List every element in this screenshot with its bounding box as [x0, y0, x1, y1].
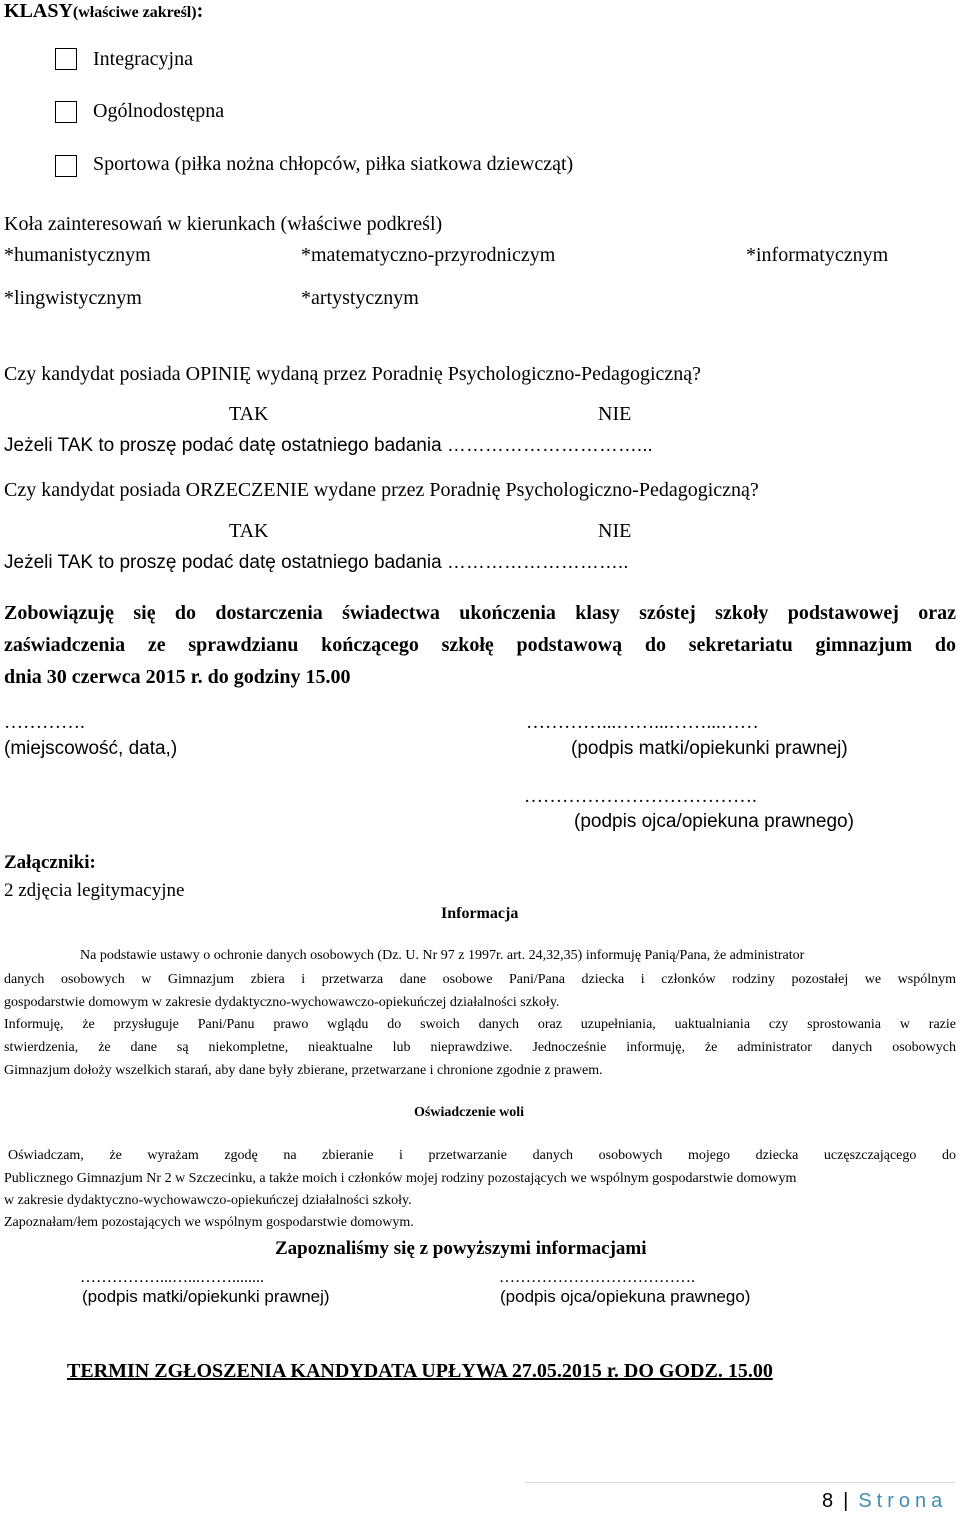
oswiadczenie-line-1-text: Oświadczam, że wyrażam zgodę na zbieranie i przetwarzanie danych osobowych mojego dziecka uczęszczającego do — [8, 1148, 956, 1163]
kola-lingwistycznym[interactable]: *lingwistycznym — [4, 287, 142, 309]
orzeczenie-nie[interactable]: NIE — [598, 520, 632, 542]
kola-matematyczno-przyrodniczym[interactable]: *matematyczno-przyrodniczym — [301, 244, 556, 266]
checkbox-integracyjna[interactable] — [55, 48, 77, 70]
zobowiazanie-line-1: Zobowiązuję się do dostarczenia świadectwa ukończenia klasy szóstej szkoły podstawowej oraz — [4, 602, 956, 624]
zapoznalismy-father-label: (podpis ojca/opiekuna prawnego) — [500, 1287, 751, 1306]
option-sportowa-label: Sportowa (piłka nożna chłopców, piłka siatkowa dziewcząt) — [93, 153, 574, 175]
page-footer — [822, 1490, 947, 1513]
place-date-label: (miejscowość, data,) — [4, 738, 178, 759]
page-word: Strona — [858, 1490, 948, 1512]
informacja-line-6: Gimnazjum dołoży wszelkich starań, aby dane były zbierane, przetwarzane i chronione zgodnie z prawem. — [4, 1063, 603, 1078]
zalaczniki-heading: Załączniki: — [4, 852, 96, 873]
zalaczniki-item: 2 zdjęcia legitymacyjne — [4, 880, 185, 901]
opinia-date-line: Jeżeli TAK to proszę podać datę ostatniego badania …………………………... — [4, 435, 653, 456]
zobowiazanie-line-3: dnia 30 czerwca 2015 r. do godziny 15.00 — [4, 666, 351, 688]
informacja-line-5: stwierdzenia, że dane są niekompletne, nieaktualne lub nieprawdziwe. Jednocześnie informuję, że administrator danych osobowych — [4, 1040, 956, 1055]
oswiadczenie-heading: Oświadczenie woli — [414, 1105, 525, 1120]
oswiadczenie-line-4: Zapoznałam/łem pozostających we wspólnym gospodarstwie domowym. — [4, 1215, 414, 1230]
informacja-line-4: Informuję, że przysługuje Pani/Panu prawo wglądu do swoich danych oraz uzupełniania, uaktualniania czy sprostowania w razie — [4, 1017, 956, 1032]
klasy-heading-colon: : — [196, 0, 204, 22]
checkbox-sportowa[interactable] — [55, 155, 77, 177]
kola-informatycznym[interactable]: *informatycznym — [746, 244, 889, 266]
klasy-heading — [4, 0, 203, 23]
termin-zgloszenia: TERMIN ZGŁOSZENIA KANDYDATA UPŁYWA 27.05.2015 r. DO GODZ. 15.00 — [67, 1360, 773, 1382]
klasy-heading-note: (właściwe zakreśl) — [72, 4, 197, 21]
oswiadczenie-line-3: w zakresie dydaktyczno-wychowawczo-opiekuńczej działalności szkoły. — [4, 1193, 412, 1208]
zobowiazanie-line-2: zaświadczenia ze sprawdzianu kończącego szkołę podstawową do sekretariatu gimnazjum do — [4, 634, 956, 656]
informacja-line-1: Na podstawie ustawy o ochronie danych osobowych (Dz. U. Nr 97 z 1997r. art. 24,32,35) informuję Panią/Pana, że administrator — [80, 948, 805, 963]
informacja-heading: Informacja — [441, 905, 519, 922]
orzeczenie-tak[interactable]: TAK — [229, 520, 269, 542]
checkbox-ogolnodostepna[interactable] — [55, 101, 77, 123]
kola-heading: Koła zainteresowań w kierunkach (właściwe podkreśl) — [4, 213, 443, 235]
zapoznalismy-father-dots: ………………………………. — [499, 1269, 695, 1286]
zapoznalismy-heading: Zapoznaliśmy się z powyższymi informacjami — [275, 1238, 647, 1259]
zapoznalismy-mother-dots: ……………...…...……........ — [80, 1269, 264, 1286]
page-separator: | — [843, 1490, 849, 1512]
mother-signature-dots: …………...……...……...…… — [526, 712, 759, 733]
orzeczenie-date-line: Jeżeli TAK to proszę podać datę ostatniego badania ……………………….. — [4, 552, 629, 573]
zapoznalismy-mother-label: (podpis matki/opiekunki prawnej) — [82, 1287, 330, 1306]
option-integracyjna-label: Integracyjna — [93, 48, 193, 70]
footer-divider — [525, 1482, 955, 1483]
oswiadczenie-line-1 — [4, 1148, 956, 1164]
opinia-question: Czy kandydat posiada OPINIĘ wydaną przez Poradnię Psychologiczno-Pedagogiczną? — [4, 363, 702, 385]
opinia-nie[interactable]: NIE — [598, 403, 632, 425]
father-signature-label: (podpis ojca/opiekuna prawnego) — [574, 811, 854, 832]
mother-signature-label: (podpis matki/opiekunki prawnej) — [571, 738, 848, 759]
place-date-dots: …………. — [4, 712, 85, 733]
option-ogolnodostepna-label: Ogólnodostępna — [93, 100, 225, 122]
oswiadczenie-line-2: Publicznego Gimnazjum Nr 2 w Szczecinku, a także moich i członków mojej rodziny pozostających we wspólnym gospodarstwie domowym — [4, 1171, 797, 1186]
opinia-tak[interactable]: TAK — [229, 403, 269, 425]
kola-artystycznym[interactable]: *artystycznym — [301, 287, 419, 309]
informacja-line-3: gospodarstwie domowym w zakresie dydaktyczno-wychowawczo-opiekuńczej działalności szkoły. — [4, 995, 560, 1010]
orzeczenie-question: Czy kandydat posiada ORZECZENIE wydane przez Poradnię Psychologiczno-Pedagogiczną? — [4, 479, 759, 501]
father-signature-dots: ………………………………. — [524, 786, 757, 807]
informacja-line-2: danych osobowych w Gimnazjum zbiera i przetwarza dane osobowe Pani/Pana dziecka i członków rodziny pozostałej we wspólnym — [4, 972, 956, 987]
klasy-heading-title: KLASY — [4, 0, 73, 22]
page-number: 8 — [822, 1490, 834, 1512]
kola-humanistycznym[interactable]: *humanistycznym — [4, 244, 151, 266]
